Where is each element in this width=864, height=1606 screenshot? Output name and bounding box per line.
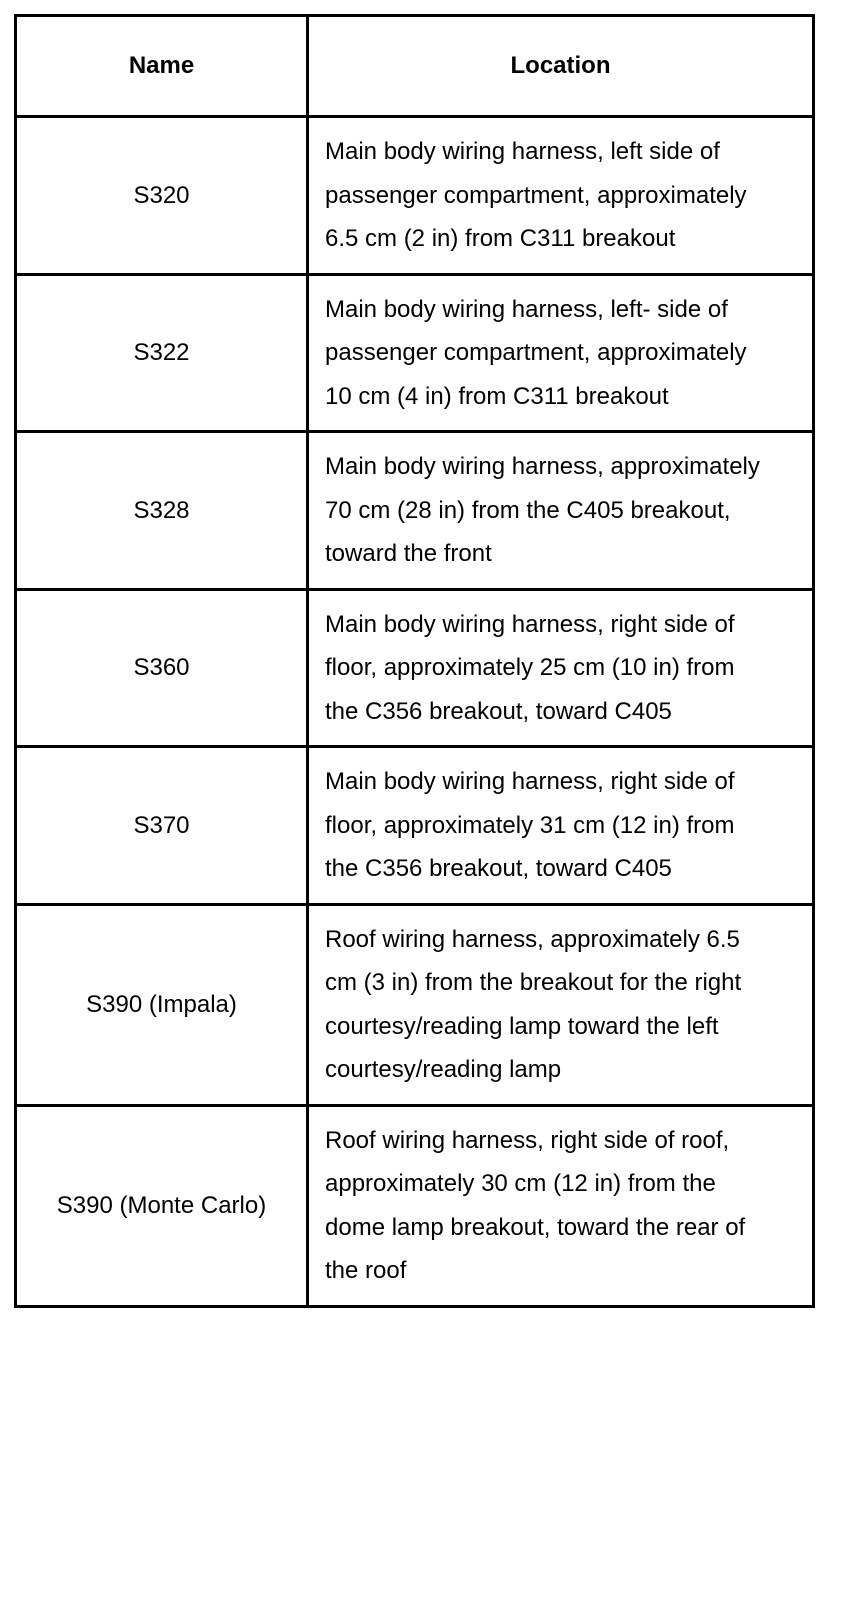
table-row bbox=[16, 117, 814, 275]
splice-name-cell: S320 bbox=[16, 117, 308, 275]
table-row bbox=[16, 1105, 814, 1306]
table-row bbox=[16, 432, 814, 590]
table-row bbox=[16, 589, 814, 747]
splice-location-table bbox=[14, 14, 815, 1308]
name-column-header: Name bbox=[16, 16, 308, 117]
table-row bbox=[16, 274, 814, 432]
splice-location-cell: Main body wiring harness, left- side of passenger compartment, approximately 10 cm (4 in) from C311 breakout bbox=[308, 274, 814, 432]
splice-location-cell: Main body wiring harness, left side of passenger compartment, approximately 6.5 cm (2 in) from C311 breakout bbox=[308, 117, 814, 275]
table-body bbox=[16, 117, 814, 1307]
header-row bbox=[16, 16, 814, 117]
table-row bbox=[16, 747, 814, 905]
splice-location-cell: Roof wiring harness, approximately 6.5 cm (3 in) from the breakout for the right courtesy/reading lamp toward the left courtesy/reading lamp bbox=[308, 904, 814, 1105]
splice-location-cell: Roof wiring harness, right side of roof, approximately 30 cm (12 in) from the dome lamp breakout, toward the rear of the roof bbox=[308, 1105, 814, 1306]
splice-name-cell: S370 bbox=[16, 747, 308, 905]
splice-location-cell: Main body wiring harness, right side of floor, approximately 25 cm (10 in) from the C356 breakout, toward C405 bbox=[308, 589, 814, 747]
table-row bbox=[16, 904, 814, 1105]
splice-location-cell: Main body wiring harness, approximately 70 cm (28 in) from the C405 breakout, toward the front bbox=[308, 432, 814, 590]
table-header bbox=[16, 16, 814, 117]
splice-name-cell: S390 (Impala) bbox=[16, 904, 308, 1105]
splice-name-cell: S390 (Monte Carlo) bbox=[16, 1105, 308, 1306]
splice-location-cell: Main body wiring harness, right side of floor, approximately 31 cm (12 in) from the C356 breakout, toward C405 bbox=[308, 747, 814, 905]
location-column-header: Location bbox=[308, 16, 814, 117]
splice-name-cell: S328 bbox=[16, 432, 308, 590]
splice-name-cell: S360 bbox=[16, 589, 308, 747]
splice-name-cell: S322 bbox=[16, 274, 308, 432]
